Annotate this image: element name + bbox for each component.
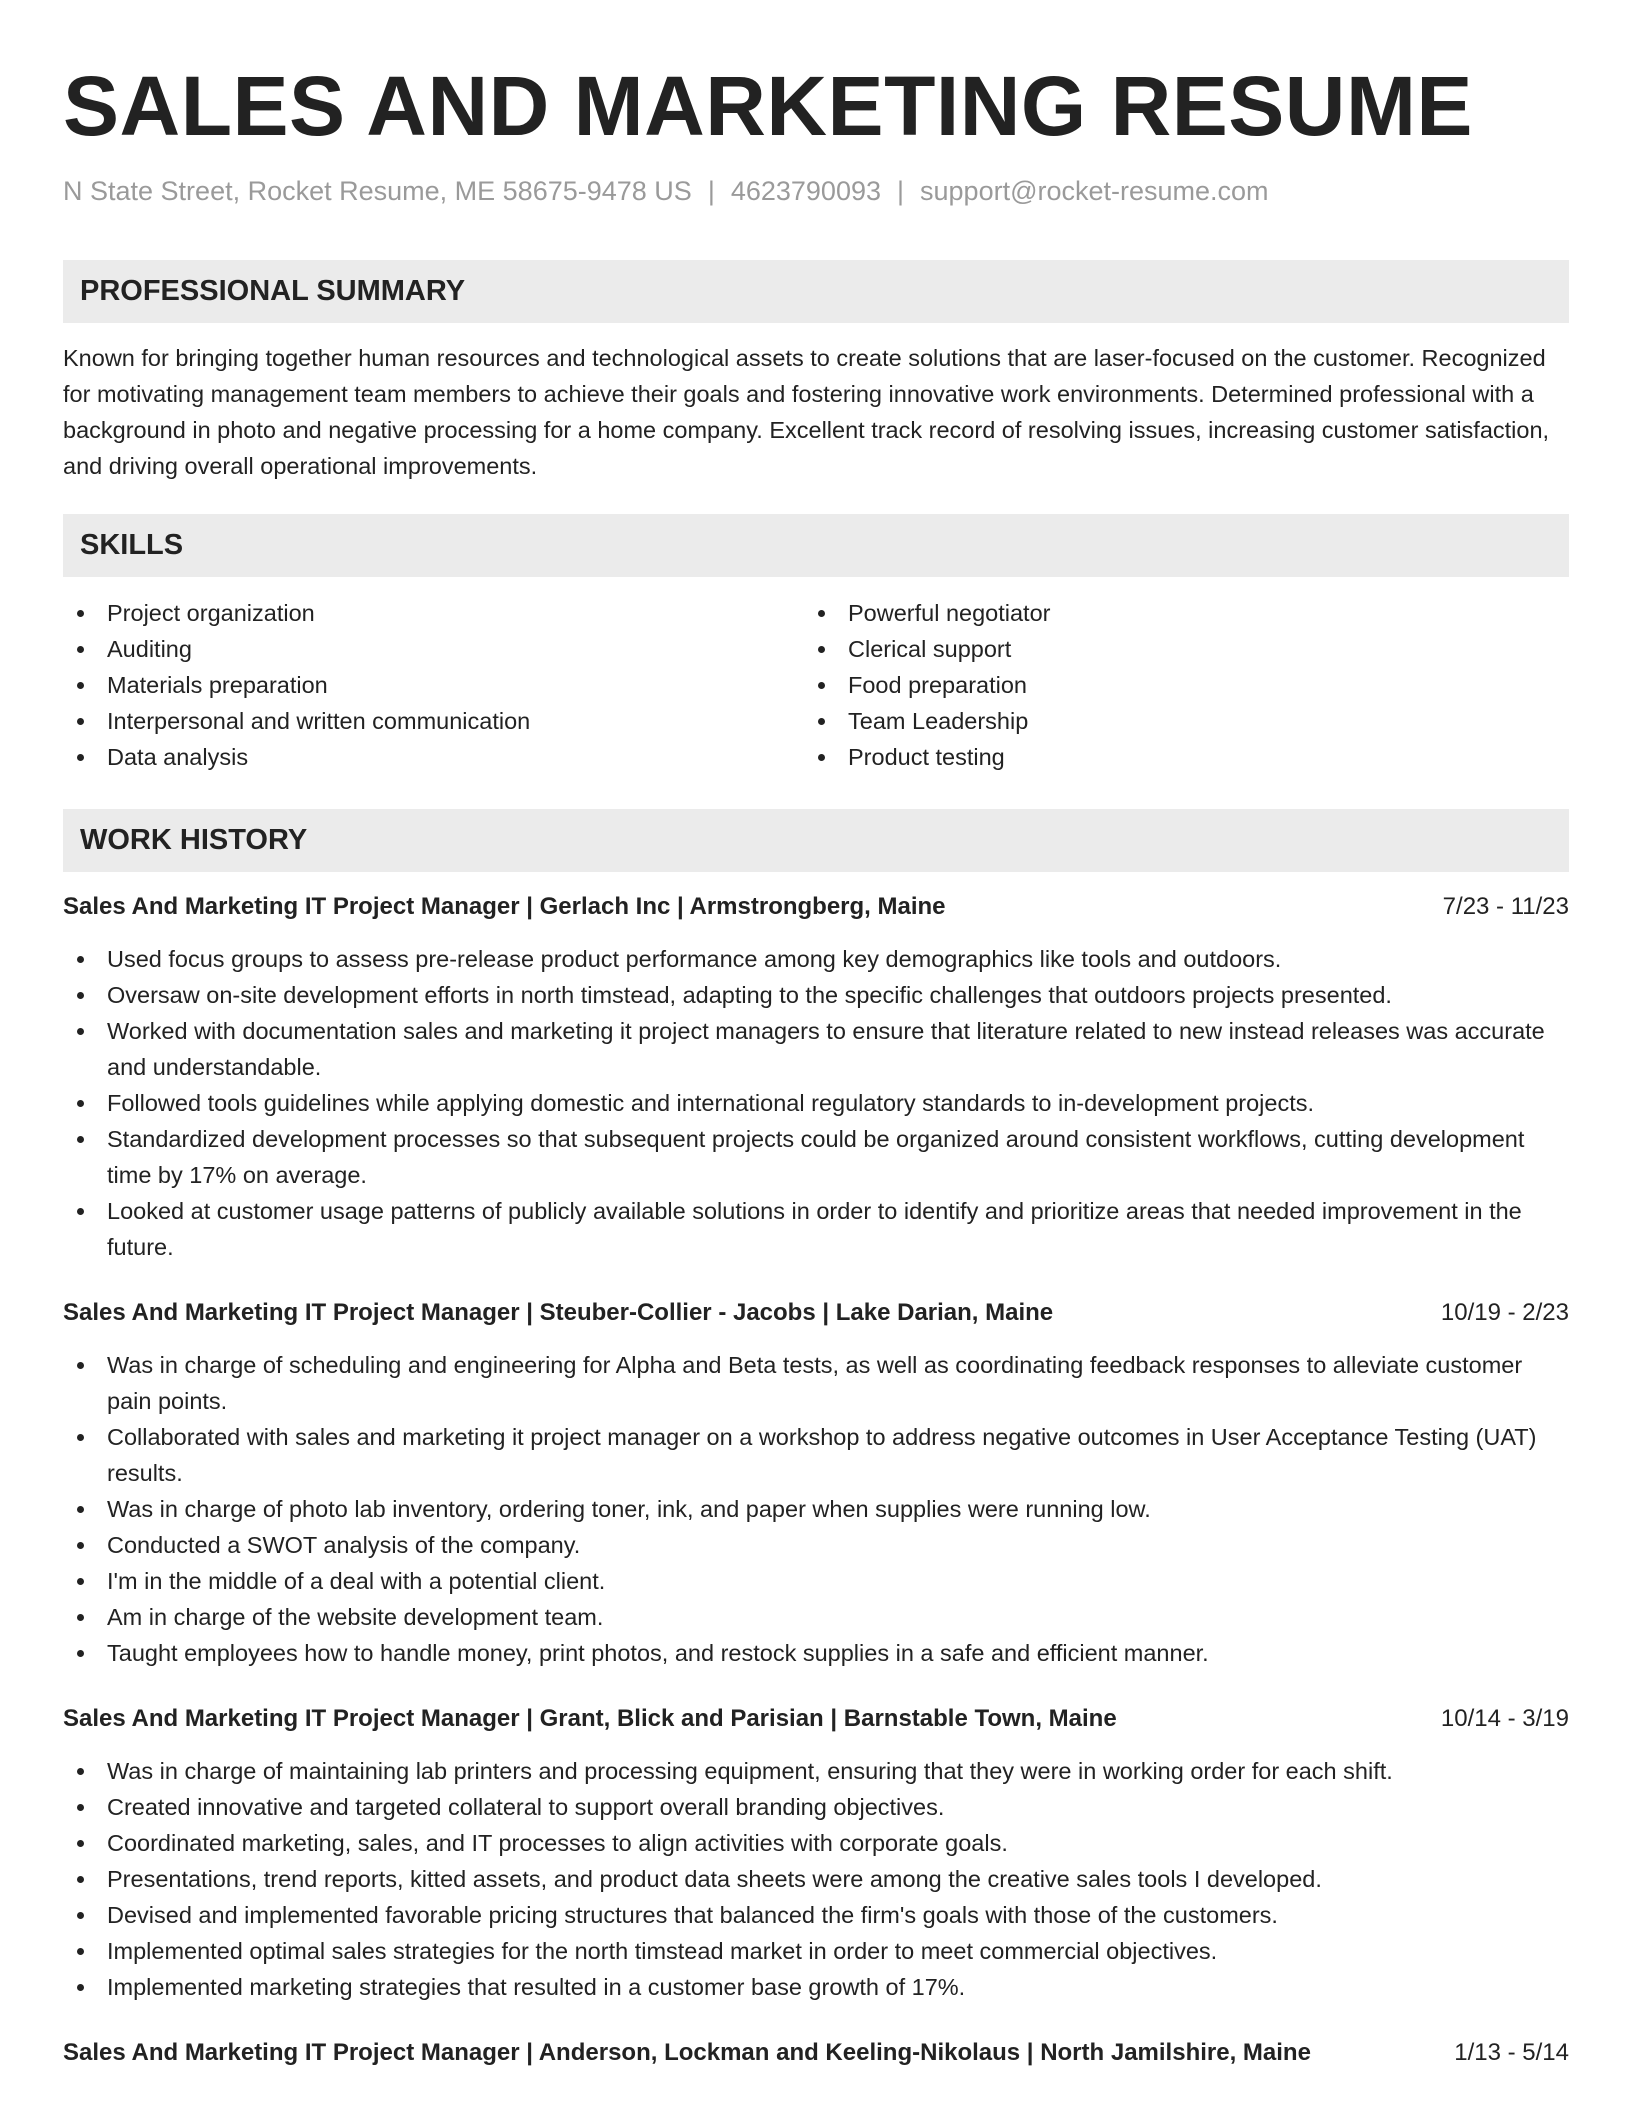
job-title: Sales And Marketing IT Project Manager | Gerlach Inc | Armstrongberg, Maine [63,893,946,920]
contact-separator: | [897,176,905,206]
contact-email: support@rocket-resume.com [920,176,1269,206]
job-entry [63,1295,1569,1671]
job-bullets [63,1753,1569,2005]
job-bullet: Oversaw on-site development efforts in north timstead, adapting to the specific challenges that outdoors projects presented. [63,977,1569,1013]
job-bullet: Looked at customer usage patterns of publicly available solutions in order to identify and prioritize areas that needed improvement in the future. [63,1193,1569,1265]
skill-item: Interpersonal and written communication [63,703,804,739]
job-bullet: I'm in the middle of a deal with a potential client. [63,1563,1569,1599]
skill-item: Materials preparation [63,667,804,703]
section-heading-skills: SKILLS [63,514,1569,577]
job-title: Sales And Marketing IT Project Manager | Anderson, Lockman and Keeling-Nikolaus | North Jamilshire, Maine [63,2039,1311,2066]
contact-line [63,174,1569,208]
job-bullet: Coordinated marketing, sales, and IT processes to align activities with corporate goals. [63,1825,1569,1861]
job-bullets [63,941,1569,1265]
skills-column-right [804,595,1545,775]
job-header [63,2035,1569,2071]
section-heading-summary: PROFESSIONAL SUMMARY [63,260,1569,323]
job-dates: 10/14 - 3/19 [1440,1705,1569,1732]
contact-phone: 4623790093 [730,176,881,206]
job-bullets [63,1347,1569,1671]
skill-item: Powerful negotiator [804,595,1545,631]
job-bullet: Conducted a SWOT analysis of the company. [63,1527,1569,1563]
job-dates: 7/23 - 11/23 [1442,893,1569,920]
job-bullet: Worked with documentation sales and marketing it project managers to ensure that literature related to new instead releases was accurate and understandable. [63,1013,1569,1085]
job-entry [63,2035,1569,2071]
job-bullet: Standardized development processes so that subsequent projects could be organized around consistent workflows, cutting development time by 17% on average. [63,1121,1569,1193]
job-bullet: Collaborated with sales and marketing it project manager on a workshop to address negative outcomes in User Acceptance Testing (UAT) results. [63,1419,1569,1491]
skill-item: Data analysis [63,739,804,775]
job-title: Sales And Marketing IT Project Manager | Steuber-Collier - Jacobs | Lake Darian, Maine [63,1299,1054,1326]
contact-address: N State Street, Rocket Resume, ME 58675-9478 US [63,176,692,206]
job-bullet: Created innovative and targeted collateral to support overall branding objectives. [63,1789,1569,1825]
skill-item: Product testing [804,739,1545,775]
summary-text: Known for bringing together human resources and technological assets to create solutions that are laser-focused on the customer. Recognized for motivating management team members to achieve their goals and fostering innovative work environments. Determined professional with a background in photo and negative processing for a home company. Excellent track record of resolving issues, increasing customer satisfaction, and driving overall operational improvements. [63,345,1550,479]
job-header [63,1701,1569,1737]
job-bullet: Implemented optimal sales strategies for the north timstead market in order to meet commercial objectives. [63,1933,1569,1969]
job-bullet: Implemented marketing strategies that resulted in a customer base growth of 17%. [63,1969,1569,2005]
job-bullet: Devised and implemented favorable pricing structures that balanced the firm's goals with those of the customers. [63,1897,1569,1933]
job-header [63,1295,1569,1331]
section-heading-work-history: WORK HISTORY [63,809,1569,872]
job-bullet: Presentations, trend reports, kitted assets, and product data sheets were among the creative sales tools I developed. [63,1861,1569,1897]
job-dates: 1/13 - 5/14 [1454,2039,1569,2066]
job-bullet: Followed tools guidelines while applying domestic and international regulatory standards to in-development projects. [63,1085,1569,1121]
skills-column-left [63,595,804,775]
skill-item: Food preparation [804,667,1545,703]
resume-title: SALES AND MARKETING RESUME [63,59,1473,153]
job-bullet: Used focus groups to assess pre-release product performance among key demographics like tools and outdoors. [63,941,1569,977]
job-bullet: Was in charge of maintaining lab printers and processing equipment, ensuring that they were in working order for each shift. [63,1753,1569,1789]
skill-item: Clerical support [804,631,1545,667]
job-header [63,889,1569,925]
job-bullet: Was in charge of photo lab inventory, ordering toner, ink, and paper when supplies were running low. [63,1491,1569,1527]
job-bullet: Am in charge of the website development team. [63,1599,1569,1635]
job-title: Sales And Marketing IT Project Manager | Grant, Blick and Parisian | Barnstable Town, Maine [63,1705,1117,1732]
skill-item: Auditing [63,631,804,667]
skills-list [63,595,1569,775]
skill-item: Team Leadership [804,703,1545,739]
contact-separator: | [707,176,715,206]
skill-item: Project organization [63,595,804,631]
job-entry [63,1701,1569,2005]
job-bullet: Was in charge of scheduling and engineering for Alpha and Beta tests, as well as coordinating feedback responses to alleviate customer pain points. [63,1347,1569,1419]
job-entry [63,889,1569,1265]
job-bullet: Taught employees how to handle money, print photos, and restock supplies in a safe and efficient manner. [63,1635,1569,1671]
job-dates: 10/19 - 2/23 [1440,1299,1569,1326]
